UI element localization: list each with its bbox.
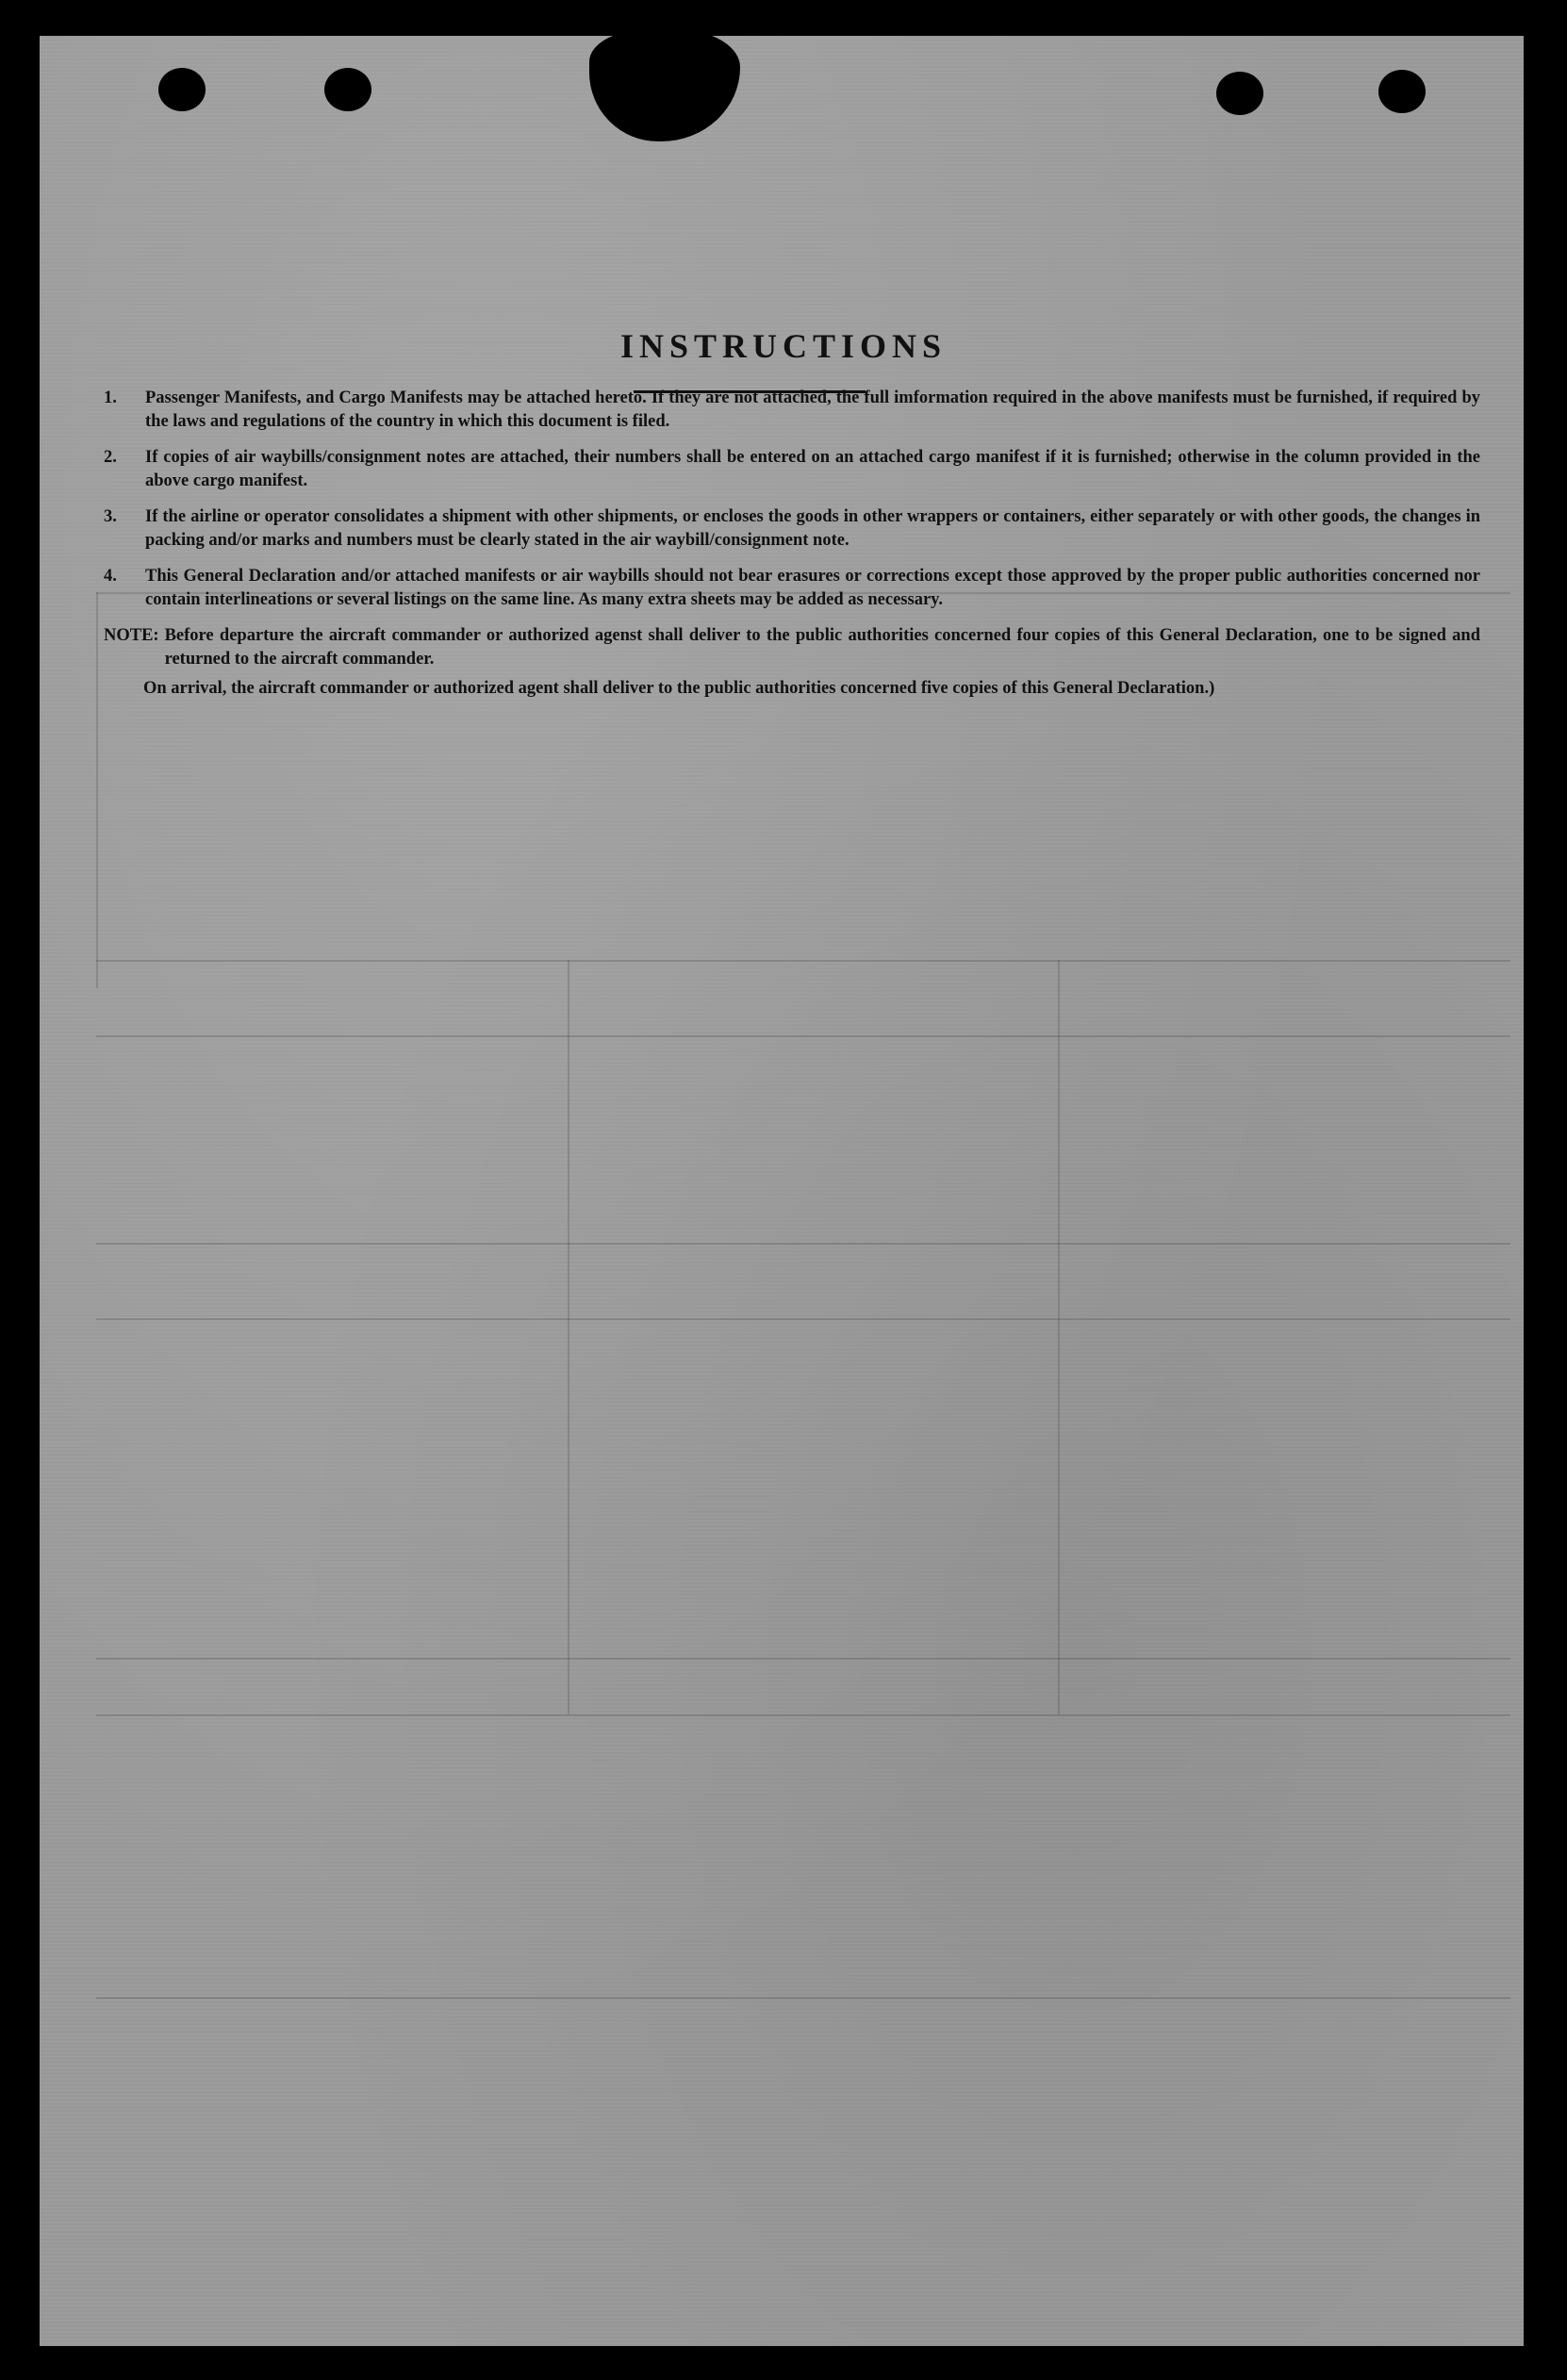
instruction-number: 3. [104, 507, 117, 526]
instruction-text: Passenger Manifests, and Cargo Manifests may be attached hereto. If they are not attached, the full imformation required in the above manifests must be furnished, if required by the laws and regulations of the country in which this document is filed. [145, 388, 1480, 431]
punch-hole-2 [324, 68, 371, 111]
instruction-item [104, 565, 1480, 612]
instruction-number: 1. [104, 388, 117, 407]
instruction-text: This General Declaration and/or attached manifests or air waybills should not bear erasures or corrections except those approved by the proper public authorities concerned nor contain interlineations or several listings on the same line. As many extra sheets may be added as necessary. [145, 567, 1480, 609]
page-title: INSTRUCTIONS [619, 327, 948, 365]
instruction-item [104, 387, 1480, 434]
note-arrival-text: On arrival, the aircraft commander or authorized agent shall deliver to the public authorities concerned five copies of this General Declaration.) [143, 679, 1215, 698]
note-label: NOTE: [104, 626, 159, 645]
punch-hole-1 [158, 68, 206, 111]
bleed-through-line [96, 1714, 1510, 1716]
bleed-through-line [96, 960, 1510, 962]
instructions-list [104, 387, 1480, 701]
bleed-through-line [568, 960, 569, 1714]
bleed-through-line [96, 1035, 1510, 1037]
instruction-number: 4. [104, 567, 117, 586]
bleed-through-line [96, 1318, 1510, 1320]
note-block [104, 624, 1480, 671]
instruction-number: 2. [104, 448, 117, 467]
bleed-through-line [1058, 960, 1060, 1714]
instruction-text: If copies of air waybills/consignment notes are attached, their numbers shall be entered on an attached cargo manifest if it is furnished; otherwise in the column provided in the above cargo manifest. [145, 448, 1480, 490]
paper-sheet [40, 36, 1524, 2346]
punch-hole-4 [1378, 70, 1426, 113]
punch-hole-3 [1216, 72, 1263, 115]
note-departure-text: Before departure the aircraft commander or authorized agenst shall deliver to the public authorities concerned four copies of this General Declaration, one to be signed and returned to the aircraft commander. [164, 626, 1480, 669]
bleed-through-line [96, 1243, 1510, 1245]
torn-edge [589, 36, 740, 141]
instruction-text: If the airline or operator consolidates a shipment with other shipments, or encloses the goods in other wrappers or containers, either separately or with other goods, the changes in packing and/or marks and numbers must be clearly stated in the air waybill/consignment note. [145, 507, 1480, 550]
instruction-item [104, 505, 1480, 553]
bleed-through-line [96, 1997, 1510, 1999]
bleed-through-line [96, 592, 98, 988]
bleed-through-line [96, 1658, 1510, 1660]
instruction-item [104, 446, 1480, 493]
